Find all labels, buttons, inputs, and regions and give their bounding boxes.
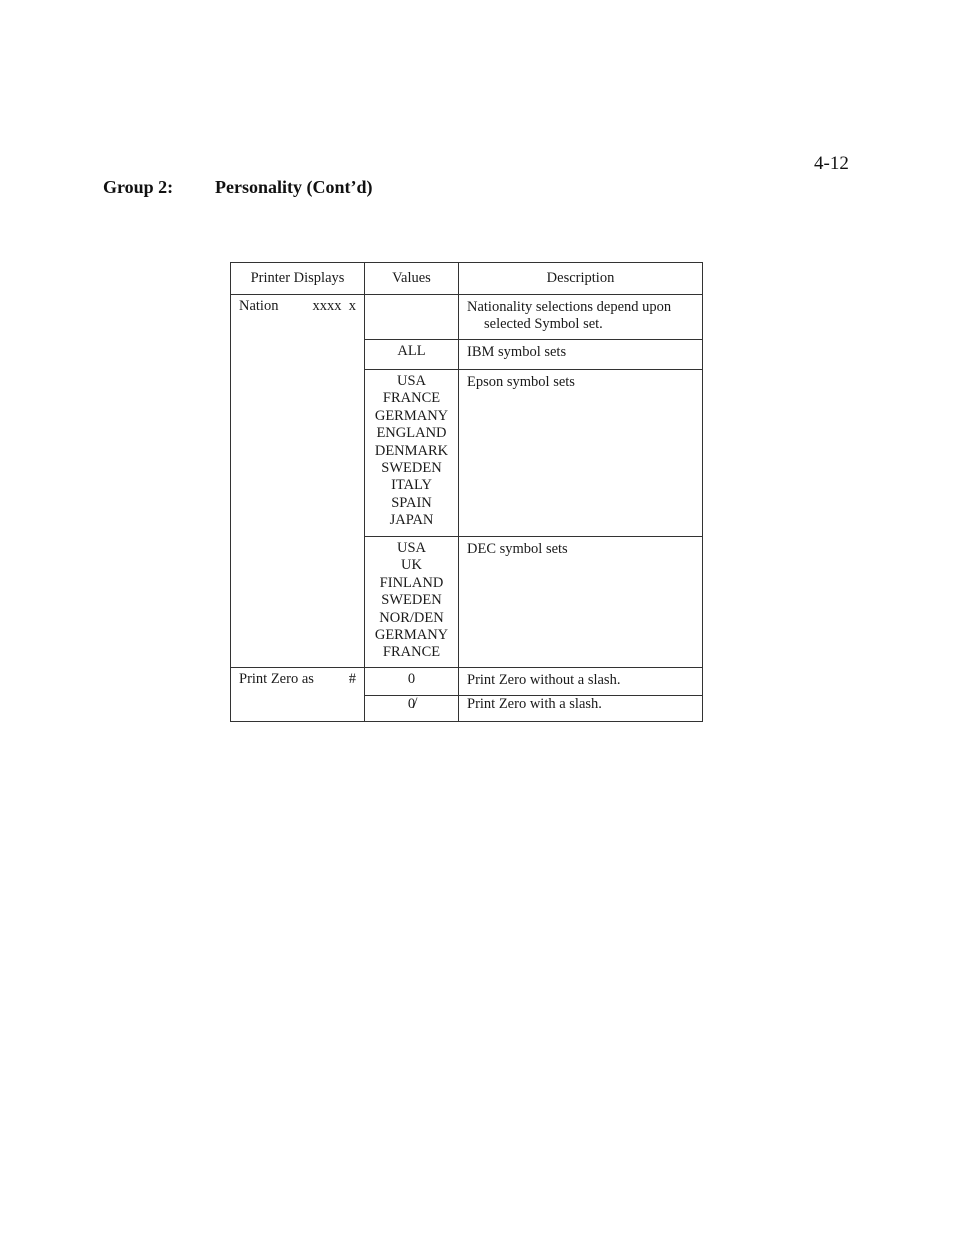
value-item: ENGLAND xyxy=(376,425,447,442)
personality-table xyxy=(230,262,703,722)
value-item: JAPAN xyxy=(389,512,434,529)
value-item: GERMANY xyxy=(374,407,449,424)
zero-description: Print Zero without a slash. xyxy=(459,668,703,696)
value-item: SWEDEN xyxy=(381,592,442,609)
value-item: FRANCE xyxy=(382,390,441,407)
value-item: SPAIN xyxy=(391,494,432,511)
epson-values xyxy=(365,370,459,537)
nation-label: Nation xyxy=(239,298,279,314)
header-values: Values xyxy=(365,263,459,295)
value-item: ITALY xyxy=(391,477,432,494)
value-item: FRANCE xyxy=(382,644,441,661)
section-title: Personality (Cont’d) xyxy=(215,177,373,197)
value-item: USA xyxy=(396,540,426,556)
nation-display-value: xxxx x xyxy=(312,298,356,314)
value-item: UK xyxy=(401,557,422,574)
table-header-row xyxy=(231,263,703,295)
group-label: Group 2: xyxy=(103,177,174,197)
value-item: FINLAND xyxy=(379,574,444,591)
print-zero-display-value: # xyxy=(348,671,356,687)
nation-description-line1: Nationality selections depend upon xyxy=(467,299,672,315)
print-zero-label: Print Zero as xyxy=(239,671,314,687)
value-item: USA xyxy=(396,373,426,389)
table-row xyxy=(231,668,703,696)
dec-description: DEC symbol sets xyxy=(459,537,703,668)
page-number: 4-12 xyxy=(814,153,849,174)
value-item: DENMARK xyxy=(374,442,449,459)
zero-value: 0 xyxy=(365,668,459,696)
nation-description xyxy=(459,295,703,340)
header-printer-displays: Printer Displays xyxy=(231,263,365,295)
table-row xyxy=(231,295,703,340)
ibm-description: IBM symbol sets xyxy=(459,340,703,370)
nation-description-line2: selected Symbol set. xyxy=(484,316,603,332)
nation-values-cell xyxy=(365,295,459,340)
header-description: Description xyxy=(459,263,703,295)
dec-values xyxy=(365,537,459,668)
ibm-values: ALL xyxy=(365,340,459,370)
value-item: SWEDEN xyxy=(381,460,442,477)
value-item: NOR/DEN xyxy=(379,609,444,626)
nation-cell xyxy=(231,295,365,668)
epson-description: Epson symbol sets xyxy=(459,370,703,537)
slashed-zero-description: Print Zero with a slash. xyxy=(459,696,703,722)
value-item: GERMANY xyxy=(374,627,449,644)
slashed-zero-value: 0̸ xyxy=(365,696,459,722)
print-zero-cell xyxy=(231,668,365,722)
